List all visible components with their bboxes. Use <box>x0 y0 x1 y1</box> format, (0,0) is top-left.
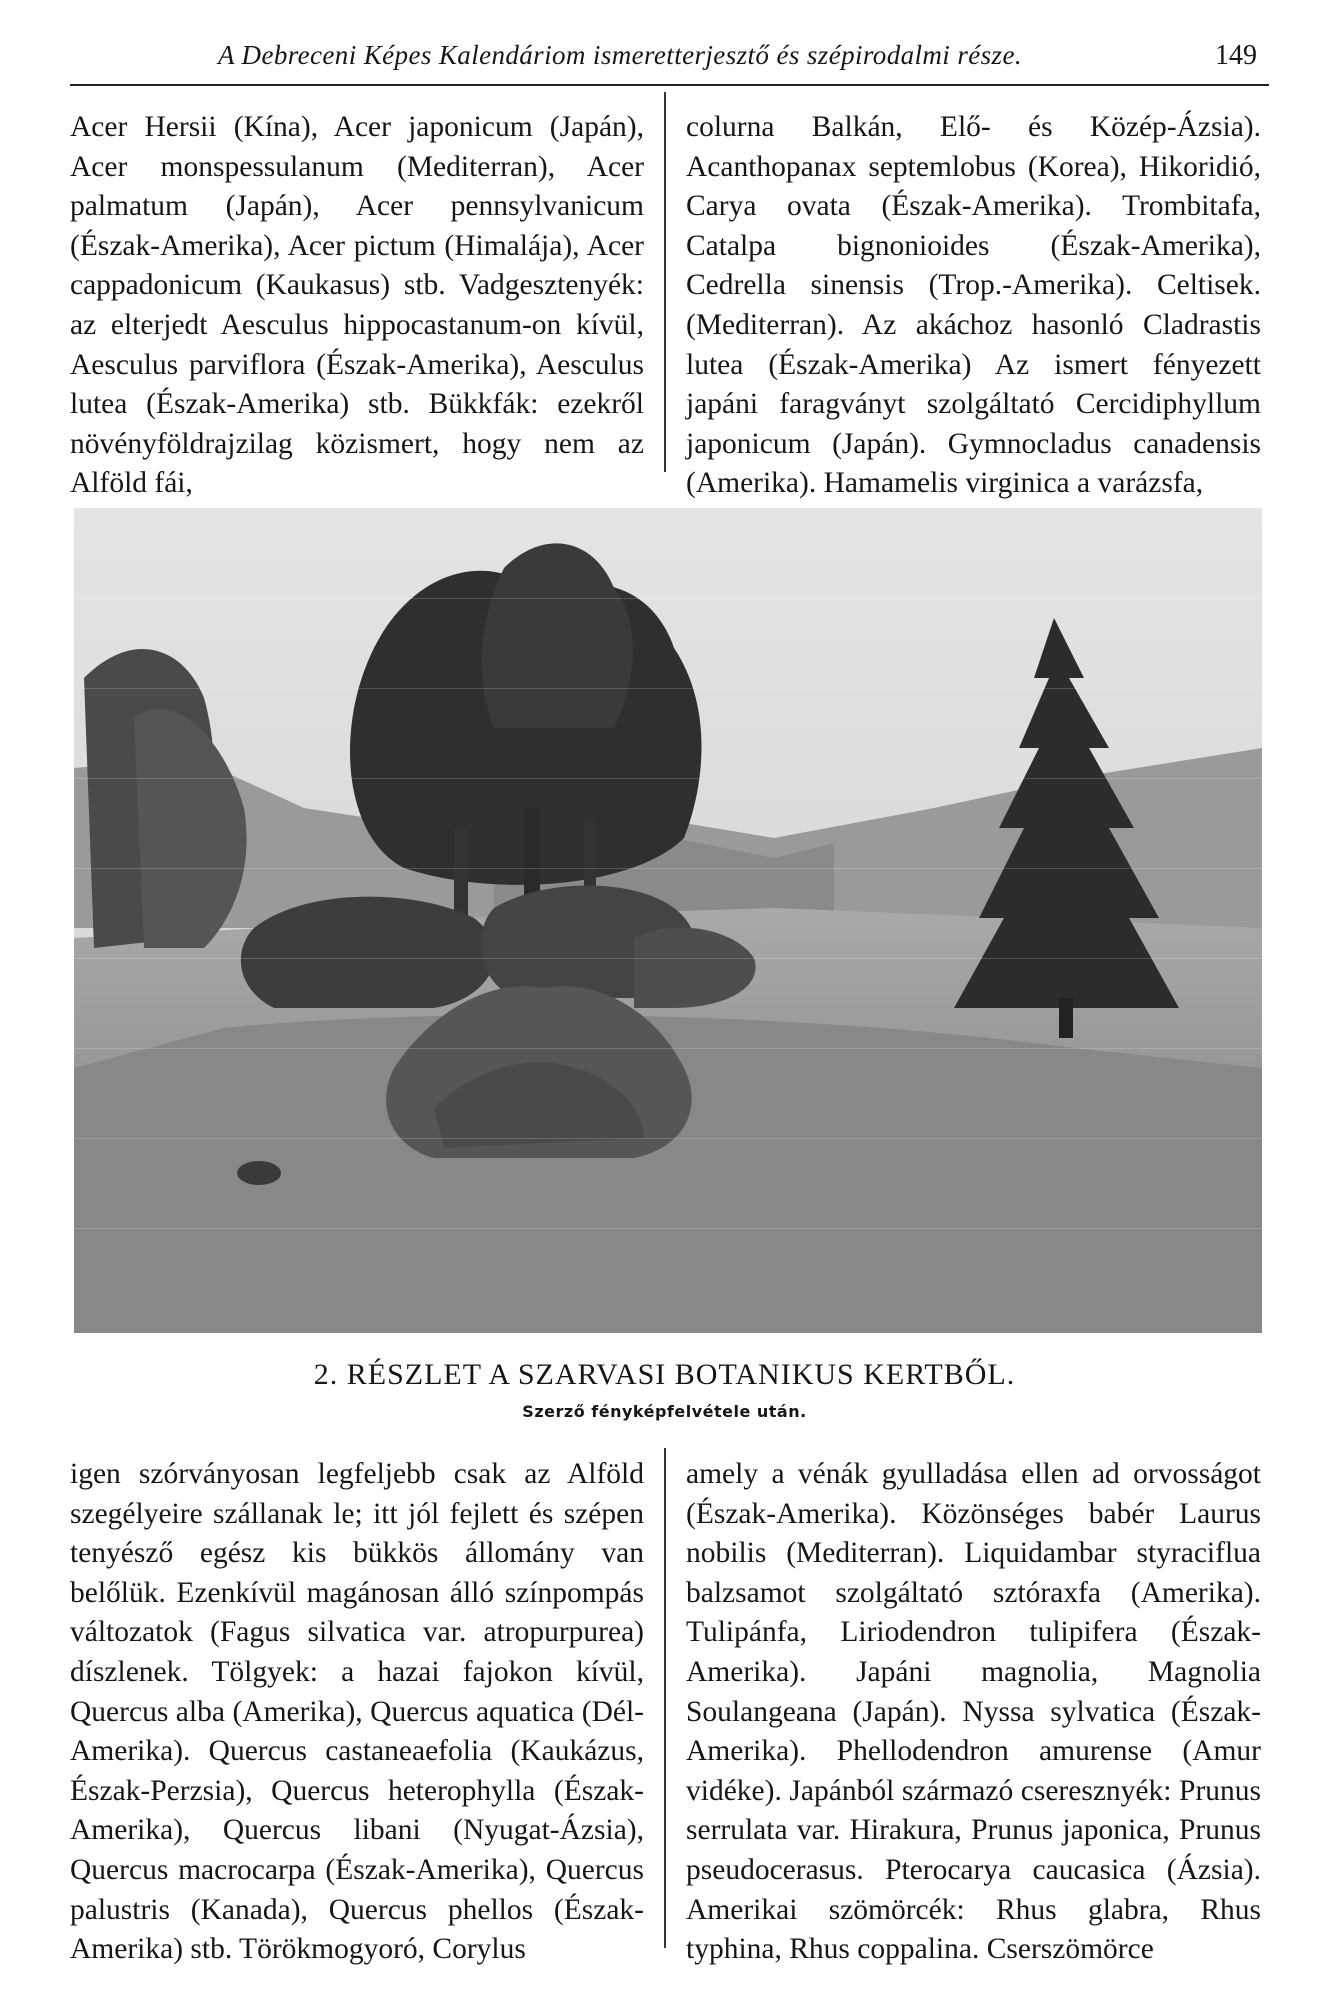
text-column-top-left <box>70 108 644 504</box>
text-column-bottom-right <box>686 1455 1261 1970</box>
figure-caption: 2. RÉSZLET A SZARVASI BOTANIKUS KERTBŐL. <box>313 1358 1016 1391</box>
paragraph: Acer Hersii (Kína), Acer japonicum (Japán), Acer monspessulanum (Mediterran), Acer palmatum (Japán), Acer pennsylvanicum (Észak-Amerika), Acer pictum (Himalája), Acer cappadonicum (Kaukasus) stb. Vadgesztenyék: az elterjedt Aesculus hippocastanum-on kívül, Aesculus parviflora (Észak-Amerika), Aesculus lutea (Észak-Amerika) stb. Bükkfák: ezekről növényföldrajzilag közismert, hogy nem az Alföld fái, <box>70 111 644 500</box>
column-divider <box>664 1448 666 1948</box>
garden-photograph <box>74 508 1262 1333</box>
running-title: A Debreceni Képes Kalendáriom ismeretterjesztő és szépirodalmi része. <box>218 40 1022 70</box>
paragraph: colurna Balkán, Elő- és Közép-Ázsia). Acanthopanax septemlobus (Korea), Hikoridió, Carya ovata (Észak-Amerika). Trombitafa, Catalpa bignonioides (Észak-Amerika), Cedrella sinensis (Trop.-Amerika). Celtisek. (Mediterran). Az akáchoz hasonló Cladrastis lutea (Észak-Amerika) Az ismert fényezett japáni faragványt szolgáltató Cercidiphyllum japonicum (Japán). Gymnocladus canadensis (Amerika). Hamamelis virginica a varázsfa, <box>686 111 1261 500</box>
figure-credit: Szerző fényképfelvétele után. <box>522 1402 807 1421</box>
text-column-top-right <box>686 108 1261 504</box>
column-divider <box>664 92 666 472</box>
paragraph: amely a vénák gyulladása ellen ad orvosságot (Észak-Amerika). Közönséges babér Laurus nobilis (Mediterran). Liquidambar styraciflua balzsamot szolgáltató sztóraxfa (Amerika). Tulipánfa, Liriodendron tulipifera (Észak-Amerika). Japáni magnolia, Magnolia Soulangeana (Japán). Nyssa sylvatica (Észak-Amerika). Phellodendron amurense (Amur vidéke). Japánból származó cseresznyék: Prunus serrulata var. Hirakura, Prunus japonica, Prunus pseudocerasus. Pterocarya caucasica (Ázsia). Amerikai szömörcék: Rhus glabra, Rhus typhina, Rhus coppalina. Cserszömörce <box>686 1458 1261 1966</box>
text-column-bottom-left <box>70 1455 644 1970</box>
paragraph: igen szórványosan legfeljebb csak az Alföld szegélyeire szállanak le; itt jól fejlett és szépen tenyésző egész kis bükkös állomány van belőlük. Ezenkívül magánosan álló színpompás változatok (Fagus silvatica var. atropurpurea) díszlenek. Tölgyek: a hazai fajokon kívül, Quercus alba (Amerika), Quercus aquatica (Dél-Amerika). Quercus castaneaefolia (Kaukázus, Észak-Perzsia), Quercus heterophylla (Észak-Amerika), Quercus libani (Nyugat-Ázsia), Quercus macrocarpa (Észak-Amerika), Quercus palustris (Kanada), Quercus phellos (Észak-Amerika) stb. Törökmogyoró, Corylus <box>70 1458 644 1966</box>
running-header <box>70 40 1269 86</box>
page-number: 149 <box>1215 40 1257 71</box>
